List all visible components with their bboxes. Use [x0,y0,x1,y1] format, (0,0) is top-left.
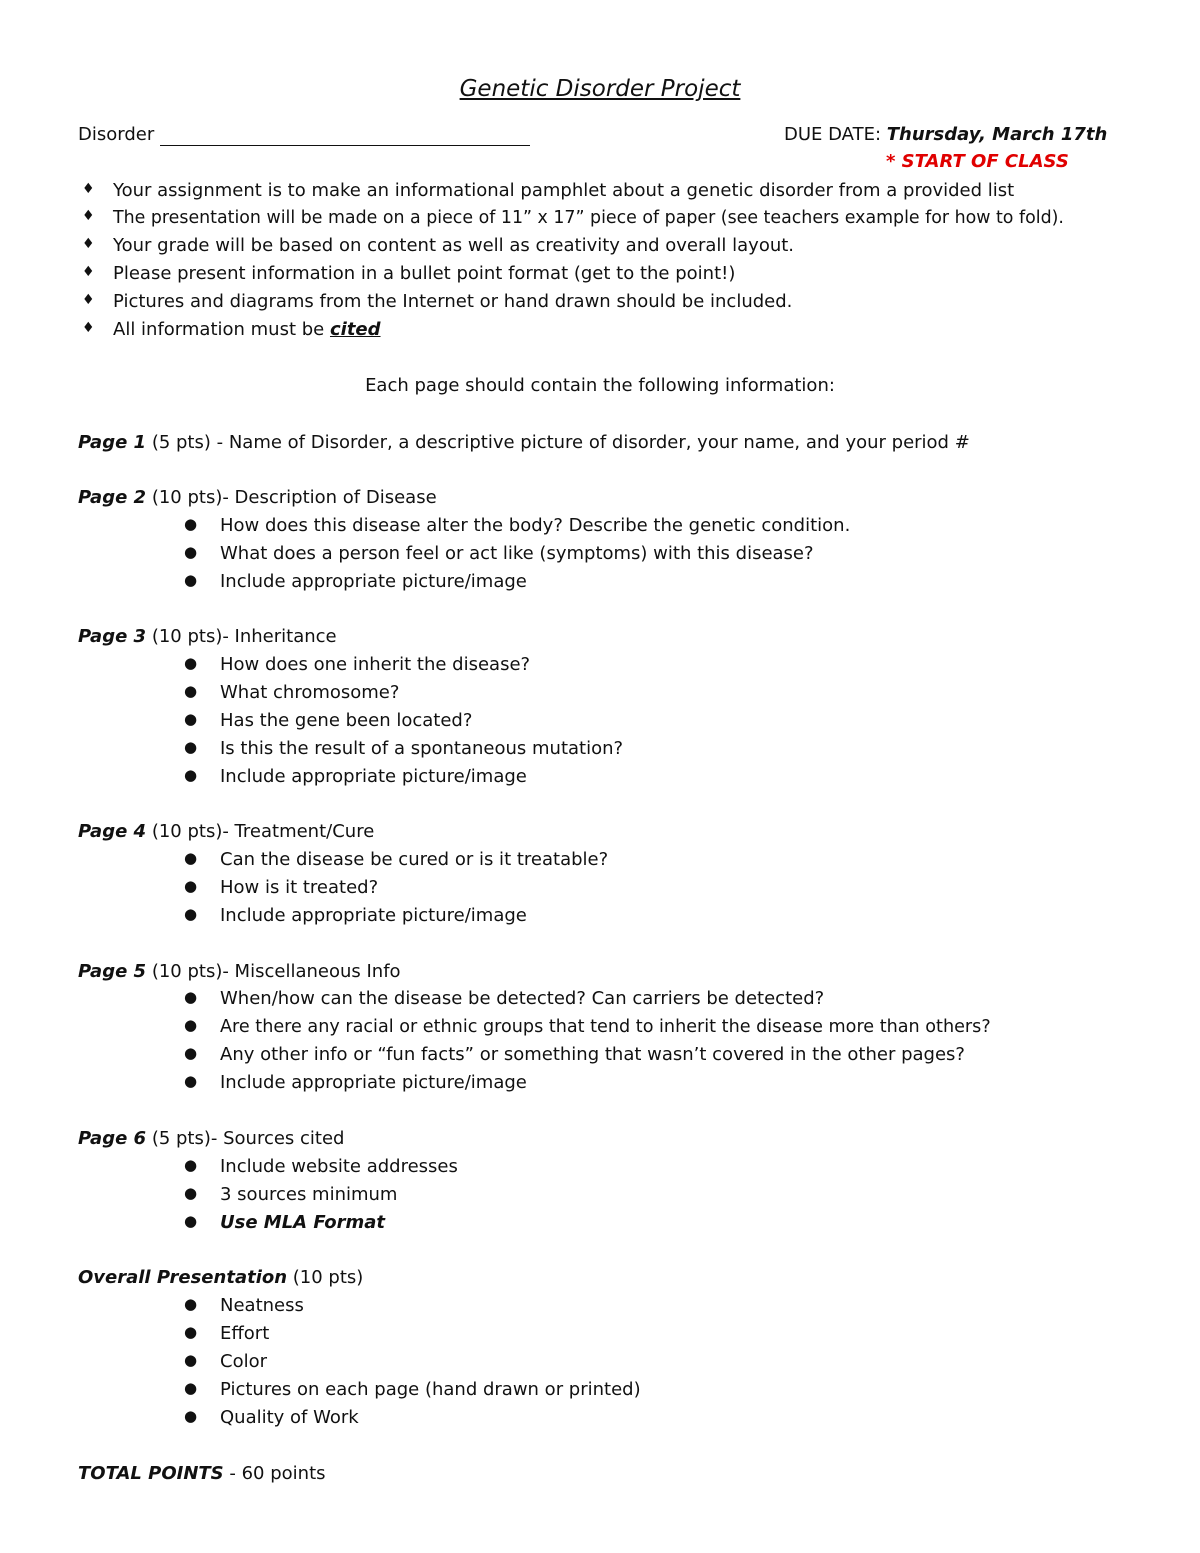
list-item: 3 sources minimum [220,1184,398,1205]
bullet-dot-icon: ● [184,654,198,672]
section-points: (10 pts)- Treatment/Cure [151,821,375,842]
bullet-dot-icon: ● [184,738,198,756]
intro-bullet: Your assignment is to make an informational pamphlet about a genetic disorder from a provided list [113,180,1015,201]
intro-bullet: Your grade will be based on content as well as creativity and overall layout. [113,235,795,256]
each-page-heading: Each page should contain the following information: [365,375,835,396]
bullet-dot-icon: ● [184,710,198,728]
bullet-dot-icon: ● [184,1072,198,1090]
bullet-dot-icon: ● [184,682,198,700]
bullet-dot-icon: ● [184,905,198,923]
bullet-dot-icon: ● [184,1407,198,1425]
section-points: (5 pts)- Sources cited [151,1128,345,1149]
bullet-dot-icon: ● [184,1156,198,1174]
list-item: Include website addresses [220,1156,458,1177]
list-item: How does one inherit the disease? [220,654,531,675]
list-item: When/how can the disease be detected? Can carriers be detected? [220,988,825,1009]
diamond-bullet-icon: ♦ [82,264,95,280]
cited-word: cited [329,319,381,340]
due-date [784,124,1107,146]
list-item: Can the disease be cured or is it treatable? [220,849,609,870]
section-page-5 [78,961,401,983]
section-page-3 [78,626,337,648]
bullet-dot-icon: ● [184,849,198,867]
intro-bullet [113,319,381,341]
section-label: Page 3 [78,626,147,647]
bullet-dot-icon: ● [184,1016,198,1034]
section-page-4 [78,821,374,843]
section-points: (5 pts) - Name of Disorder, a descriptive picture of disorder, your name, and your period # [151,432,970,453]
list-item: Use MLA Format [220,1212,386,1233]
section-points: (10 pts)- Miscellaneous Info [151,961,401,982]
list-item: Are there any racial or ethnic groups that tend to inherit the disease more than others? [220,1017,991,1037]
diamond-bullet-icon: ♦ [82,208,95,224]
bullet-dot-icon: ● [184,1295,198,1313]
bullet-dot-icon: ● [184,1351,198,1369]
bullet-dot-icon: ● [184,766,198,784]
list-item: Include appropriate picture/image [220,1072,527,1093]
total-value: - 60 points [229,1463,326,1484]
section-page-1 [78,432,970,454]
start-of-class-note: * START OF CLASS [886,151,1069,172]
section-label: Page 5 [78,961,147,982]
list-item: Effort [220,1323,270,1344]
bullet-dot-icon: ● [184,1379,198,1397]
list-item: Neatness [220,1295,304,1316]
list-item: What chromosome? [220,682,400,703]
diamond-bullet-icon: ♦ [82,236,95,252]
list-item: Include appropriate picture/image [220,571,527,592]
list-item: Quality of Work [220,1407,359,1428]
bullet-dot-icon: ● [184,1044,198,1062]
list-item: Is this the result of a spontaneous mutation? [220,738,624,759]
list-item: How does this disease alter the body? Describe the genetic condition. [220,515,851,536]
section-page-6 [78,1128,345,1150]
disorder-label: Disorder [78,124,155,145]
disorder-field [78,124,530,146]
bullet-dot-icon: ● [184,515,198,533]
list-item: Has the gene been located? [220,710,473,731]
due-label: DUE DATE: [784,124,882,145]
intro-bullet-text: All information must be [113,319,325,340]
bullet-dot-icon: ● [184,1323,198,1341]
diamond-bullet-icon: ♦ [82,181,95,197]
list-item: Pictures on each page (hand drawn or printed) [220,1379,641,1400]
total-points [78,1463,326,1485]
bullet-dot-icon: ● [184,1184,198,1202]
section-points: (10 pts) [292,1267,364,1288]
intro-bullet: Please present information in a bullet point format (get to the point!) [113,263,736,284]
list-item: Color [220,1351,267,1372]
intro-bullet: Pictures and diagrams from the Internet or hand drawn should be included. [113,291,793,312]
page-title: Genetic Disorder Project [459,76,741,102]
section-label: Page 6 [78,1128,147,1149]
section-label: Page 1 [78,432,147,453]
section-label: Overall Presentation [78,1267,288,1288]
total-label: TOTAL POINTS [78,1463,224,1484]
list-item: Any other info or “fun facts” or something that wasn’t covered in the other pages? [220,1044,965,1065]
disorder-blank-line [160,127,530,146]
section-overall-presentation [78,1267,363,1289]
diamond-bullet-icon: ♦ [82,292,95,308]
section-label: Page 4 [78,821,147,842]
section-page-2 [78,487,437,509]
diamond-bullet-icon: ♦ [82,320,95,336]
due-date-value: Thursday, March 17th [886,124,1108,145]
list-item: Include appropriate picture/image [220,905,527,926]
list-item: What does a person feel or act like (symptoms) with this disease? [220,543,814,564]
bullet-dot-icon: ● [184,543,198,561]
section-points: (10 pts)- Description of Disease [151,487,437,508]
bullet-dot-icon: ● [184,1212,198,1230]
section-points: (10 pts)- Inheritance [151,626,337,647]
list-item: Include appropriate picture/image [220,766,527,787]
section-label: Page 2 [78,487,147,508]
bullet-dot-icon: ● [184,988,198,1006]
list-item: How is it treated? [220,877,379,898]
intro-bullet: The presentation will be made on a piece of 11” x 17” piece of paper (see teachers example for how to fold). [113,208,1064,228]
bullet-dot-icon: ● [184,571,198,589]
bullet-dot-icon: ● [184,877,198,895]
